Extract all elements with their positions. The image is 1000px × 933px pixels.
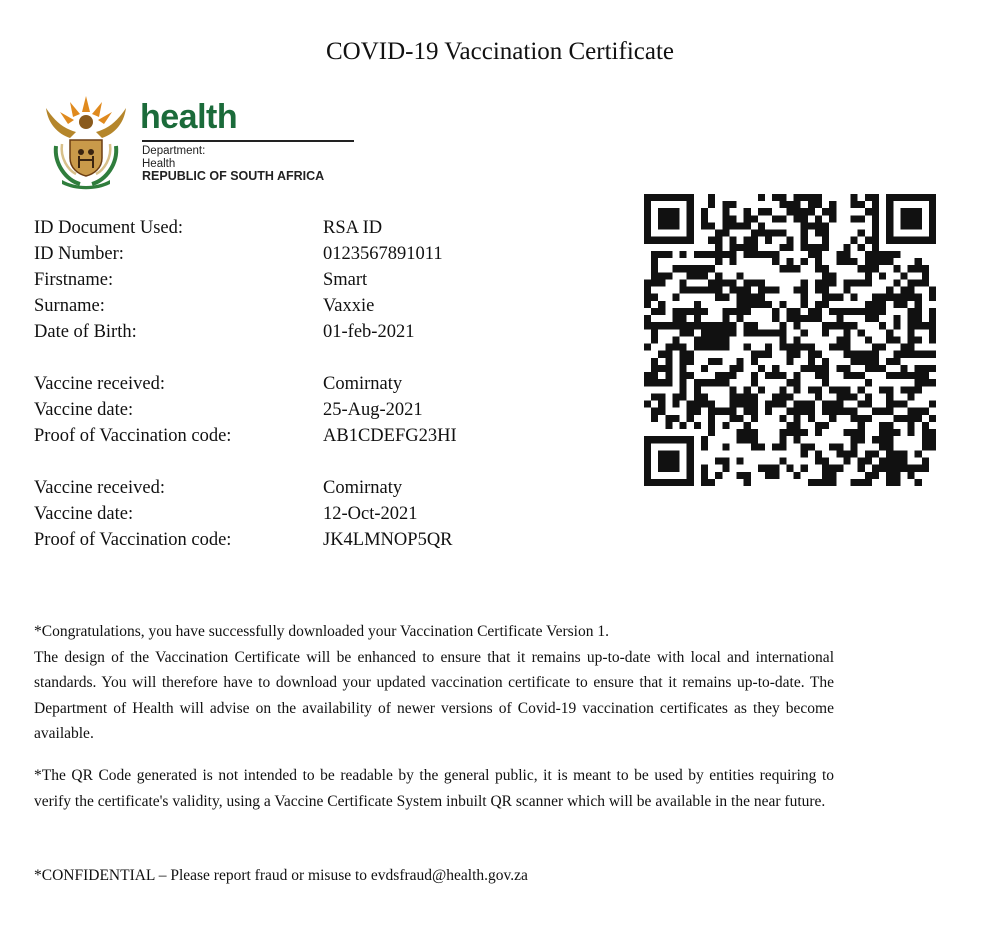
notice-confidential: *CONFIDENTIAL – Please report fraud or misuse to evdsfraud@health.gov.za xyxy=(34,867,528,884)
coat-of-arms-icon xyxy=(40,94,132,190)
wordmark-divider xyxy=(142,140,354,142)
detail-value: RSA ID xyxy=(323,218,383,238)
health-wordmark: health xyxy=(140,98,238,136)
dose-value: AB1CDEFG23HI xyxy=(323,426,457,446)
detail-label: ID Document Used: xyxy=(34,218,183,238)
department-line-1: Department: xyxy=(142,145,206,157)
dose-value: Comirnaty xyxy=(323,374,403,394)
detail-value: 0123567891011 xyxy=(323,244,443,264)
notice-line-2: The design of the Vaccination Certificate will be enhanced to ensure that it remains up-to-date with local and international standards. You will therefore have to download your updated vaccination certificate to ensure that it remains up-to-date. The Department of Health will advise on the availability of newer versions of Covid-19 vaccination certificates as they become available. xyxy=(34,648,834,742)
dose-label: Vaccine date: xyxy=(34,400,134,420)
detail-value: 01-feb-2021 xyxy=(323,322,415,342)
detail-label: Date of Birth: xyxy=(34,322,137,342)
certificate-title: COVID-19 Vaccination Certificate xyxy=(325,38,675,65)
department-label xyxy=(142,145,324,183)
dose-value: Comirnaty xyxy=(323,478,403,498)
dose-label: Proof of Vaccination code: xyxy=(34,530,232,550)
dose-label: Proof of Vaccination code: xyxy=(34,426,232,446)
detail-label: Surname: xyxy=(34,296,105,316)
dose-label: Vaccine received: xyxy=(34,374,165,394)
dose-value: JK4LMNOP5QR xyxy=(323,530,453,550)
dose-value: 25-Aug-2021 xyxy=(323,400,423,420)
dose-value: 12-Oct-2021 xyxy=(323,504,418,524)
detail-label: ID Number: xyxy=(34,244,124,264)
department-line-2: Health xyxy=(142,157,176,170)
detail-value: Vaxxie xyxy=(323,296,375,316)
notice-line-1: *Congratulations, you have successfully downloaded your Vaccination Certificate Version 1. xyxy=(34,623,609,640)
department-line-3: REPUBLIC OF SOUTH AFRICA xyxy=(142,169,325,183)
detail-label: Firstname: xyxy=(34,270,114,290)
dose-label: Vaccine date: xyxy=(34,504,134,524)
notice-congratulations xyxy=(34,619,834,747)
qr-code-icon xyxy=(644,194,936,486)
dose-label: Vaccine received: xyxy=(34,478,165,498)
notice-qr-code: *The QR Code generated is not intended to be readable by the general public, it is meant to be used by entities requiring to verify the certificate's validity, using a Vaccine Certificate System inbuilt QR scanner which will be available in the near future. xyxy=(34,767,834,810)
detail-value: Smart xyxy=(323,270,368,290)
